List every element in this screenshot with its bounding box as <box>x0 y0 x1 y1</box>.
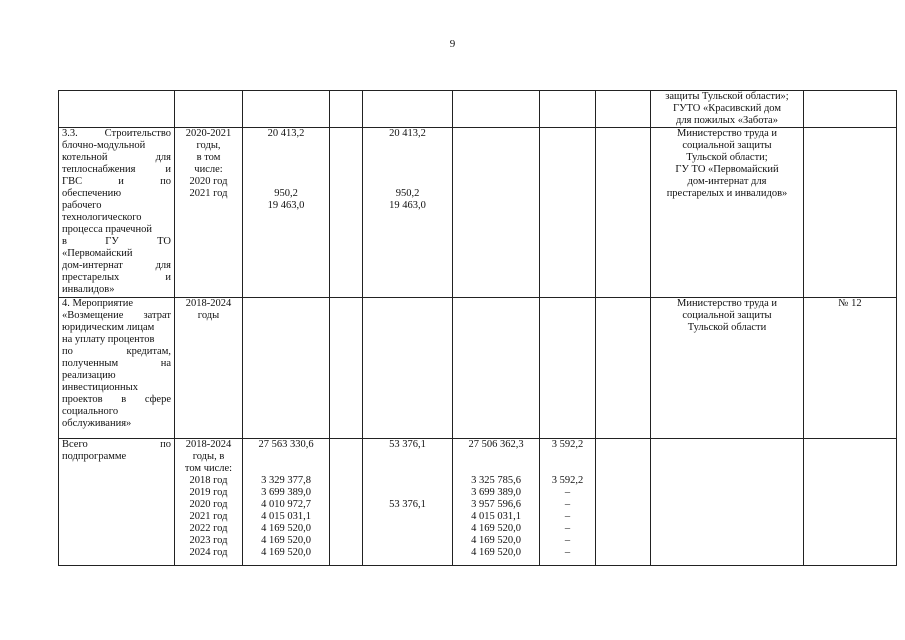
cell-extra <box>540 298 596 439</box>
cell-period: 2018-2024 годы <box>175 298 243 439</box>
cell-blank <box>596 128 651 298</box>
table-row <box>59 439 897 566</box>
cell-regional <box>363 91 453 128</box>
cell-federal <box>330 91 363 128</box>
cell-local <box>453 298 540 439</box>
cell-local: 27 506 362,3 3 325 785,6 3 699 389,0 3 957 596,6 4 015 031,1 4 169 520,0 4 169 520,0 4 169 520,0 <box>453 439 540 566</box>
cell-total: 20 413,2 950,2 19 463,0 <box>243 128 330 298</box>
cell-executor: Министерство труда и социальной защиты Тульской области <box>651 298 804 439</box>
table-row <box>59 128 897 298</box>
cell-extra: 3 592,2 3 592,2 – – – – – – <box>540 439 596 566</box>
cell-indicator <box>804 91 897 128</box>
cell-executor: Министерство труда и социальной защиты Тульской области; ГУ ТО «Первомайский дом-интернат для престарелых и инвалидов» <box>651 128 804 298</box>
table-row <box>59 91 897 128</box>
cell-period: 2018-2024 годы, в том числе: 2018 год 2019 год 2020 год 2021 год 2022 год 2023 год 2024 год <box>175 439 243 566</box>
cell-executor: защиты Тульской области»; ГУТО «Красивский дом для пожилых «Забота» <box>651 91 804 128</box>
table-row <box>59 298 897 439</box>
cell-extra <box>540 128 596 298</box>
cell-name: 3.3. Строительство блочно-модульной котельной для теплоснабжения и ГВС и по обеспечению рабочего технологического процесса прачечной в ГУ ТО «Первомайский дом-интернат для престарелых и инвалидов» <box>59 128 175 298</box>
cell-executor <box>651 439 804 566</box>
cell-name: Всего по подпрограмме <box>59 439 175 566</box>
cell-extra <box>540 91 596 128</box>
cell-federal <box>330 128 363 298</box>
cell-regional <box>363 298 453 439</box>
cell-indicator <box>804 128 897 298</box>
cell-local <box>453 91 540 128</box>
cell-federal <box>330 298 363 439</box>
cell-total <box>243 91 330 128</box>
cell-period <box>175 91 243 128</box>
cell-name: 4. Мероприятие «Возмещение затрат юридическим лицам на уплату процентов по кредитам, полученным на реализацию инвестиционных проектов в сфере социального обслуживания» <box>59 298 175 439</box>
cell-period: 2020-2021 годы, в том числе: 2020 год 2021 год <box>175 128 243 298</box>
cell-total <box>243 298 330 439</box>
cell-regional: 53 376,1 53 376,1 <box>363 439 453 566</box>
cell-federal <box>330 439 363 566</box>
cell-local <box>453 128 540 298</box>
cell-blank <box>596 298 651 439</box>
cell-regional: 20 413,2 950,2 19 463,0 <box>363 128 453 298</box>
cell-indicator: № 12 <box>804 298 897 439</box>
cell-name <box>59 91 175 128</box>
page-number: 9 <box>449 38 456 50</box>
cell-indicator <box>804 439 897 566</box>
cell-blank <box>596 91 651 128</box>
program-table <box>58 90 897 566</box>
cell-blank <box>596 439 651 566</box>
cell-total: 27 563 330,6 3 329 377,8 3 699 389,0 4 010 972,7 4 015 031,1 4 169 520,0 4 169 520,0 4 169 520,0 <box>243 439 330 566</box>
